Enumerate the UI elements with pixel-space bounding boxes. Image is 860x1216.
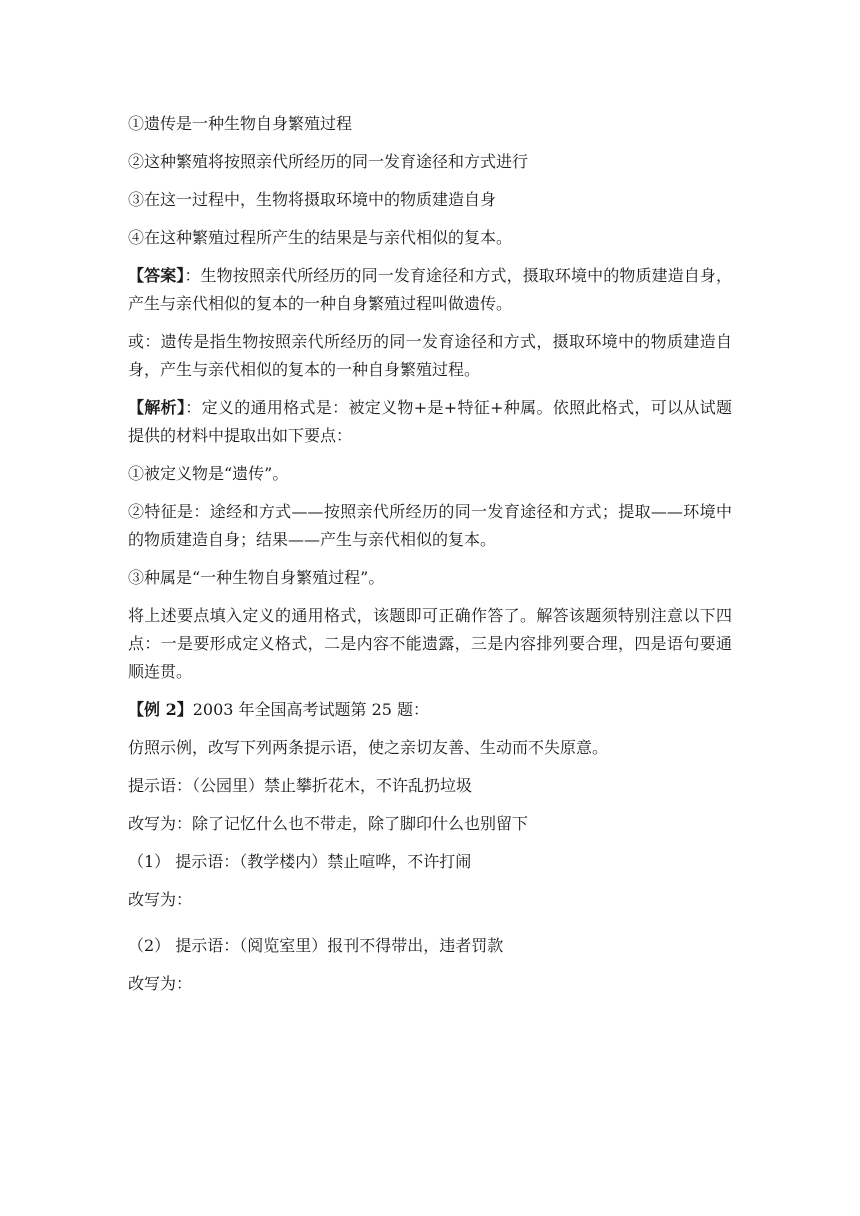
analysis-point-2: ②特征是：途经和方式——按照亲代所经历的同一发育途径和方式；提取——环境中的物质建造自身；结果——产生与亲代相似的复本。 bbox=[128, 502, 732, 549]
list-item-3: ③在这一过程中，生物将摄取环境中的物质建造自身 bbox=[128, 190, 497, 209]
analysis-paragraph bbox=[128, 394, 732, 450]
answer-paragraph bbox=[128, 262, 732, 318]
answer-label: 【答案】 bbox=[128, 266, 185, 285]
answer-text: ：生物按照亲代所经历的同一发育途径和方式，摄取环境中的物质建造自身，产生与亲代相似的复本的一种自身繁殖过程叫做遗传。 bbox=[128, 266, 732, 313]
question-1-rewrite: 改写为： bbox=[128, 890, 193, 909]
analysis-label: 【解析】 bbox=[128, 398, 186, 417]
question-2: （2） 提示语：（阅览室里）报刊不得带出，违者罚款 bbox=[128, 936, 504, 955]
answer-alternative: 或：遗传是指生物按照亲代所经历的同一发育途径和方式，摄取环境中的物质建造自身，产生与亲代相似的复本的一种自身繁殖过程。 bbox=[128, 332, 732, 379]
analysis-summary: 将上述要点填入定义的通用格式，该题即可正确作答了。解答该题须特别注意以下四点：一是要形成定义格式，二是内容不能遗露，三是内容排列要合理，四是语句要通顺连贯。 bbox=[128, 606, 732, 681]
analysis-point-3: ③种属是“一种生物自身繁殖过程”。 bbox=[128, 568, 385, 587]
question-2-rewrite: 改写为： bbox=[128, 974, 193, 993]
example-2-heading bbox=[128, 696, 732, 724]
document-body bbox=[128, 110, 732, 1008]
list-item-4: ④在这种繁殖过程所产生的结果是与亲代相似的复本。 bbox=[128, 228, 513, 247]
list-item-1: ①遗传是一种生物自身繁殖过程 bbox=[128, 114, 353, 133]
list-item-2: ②这种繁殖将按照亲代所经历的同一发育途径和方式进行 bbox=[128, 152, 529, 171]
sample-rewrite: 改写为：除了记忆什么也不带走，除了脚印什么也别留下 bbox=[128, 814, 529, 833]
analysis-point-1: ①被定义物是“遗传”。 bbox=[128, 464, 289, 483]
analysis-text: ：定义的通用格式是：被定义物+是+特征+种属。依照此格式，可以从试题提供的材料中提取出如下要点： bbox=[128, 398, 732, 445]
example-2-label: 【例 2】 bbox=[128, 700, 193, 719]
sample-prompt: 提示语：（公园里）禁止攀折花木，不许乱扔垃圾 bbox=[128, 776, 473, 795]
question-1: （1） 提示语：（教学楼内）禁止喧哗，不许打闹 bbox=[128, 852, 472, 871]
example-2-instruction: 仿照示例，改写下列两条提示语，使之亲切友善、生动而不失原意。 bbox=[128, 738, 609, 757]
example-2-title: 2003 年全国高考试题第 25 题： bbox=[192, 700, 430, 719]
